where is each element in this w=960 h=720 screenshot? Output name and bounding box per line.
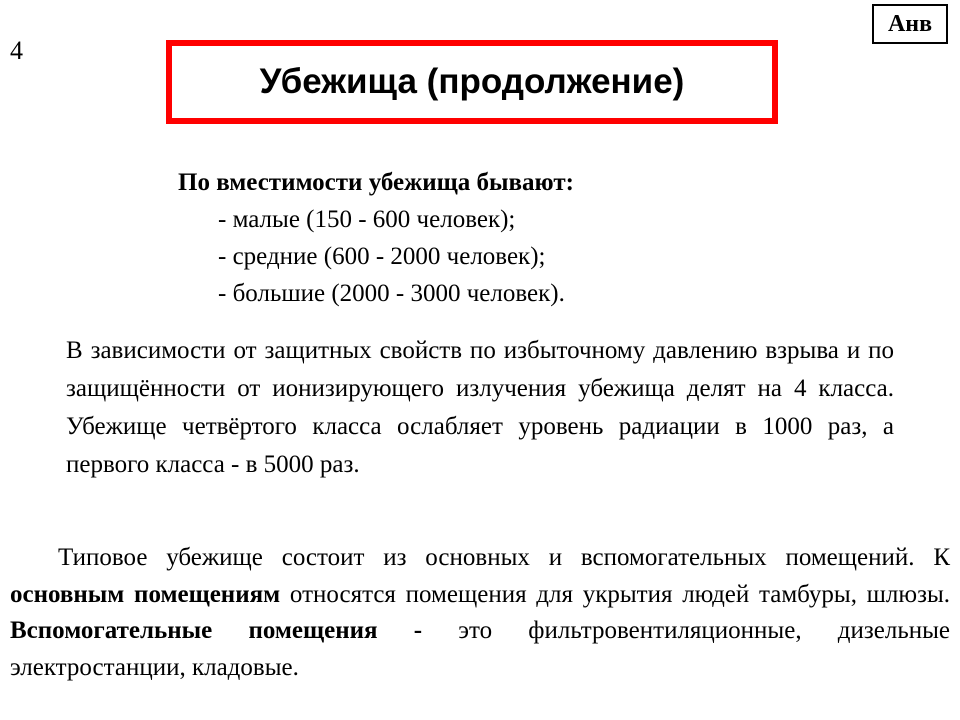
classes-paragraph: В зависимости от защитных свойств по избыточному давлению взрыва и по защищённости от ионизирующего излучения убежища делят на 4 класса. Убежище четвёртого класса ослабляет уровень радиации в 1000 раз, а первого класса - в 5000 раз. (66, 337, 894, 478)
capacity-item-small: - малые (150 - 600 человек); (218, 206, 516, 233)
slide-title: Убежища (продолжение) (259, 62, 685, 101)
main-rooms-term: основным помещениям (10, 580, 281, 608)
slide-number: 4 (10, 36, 23, 65)
capacity-heading: По вместимости убежища бывают: (178, 169, 574, 196)
auxiliary-rooms-term: Вспомогательные помещения - (10, 617, 423, 644)
rooms-text-3: это фильтровентиляционные, дизельные электростанции, кладовые. (10, 617, 950, 681)
title-box (166, 40, 778, 124)
rooms-paragraph (10, 540, 950, 686)
capacity-item-large: - большие (2000 - 3000 человек). (218, 280, 565, 307)
capacity-list (178, 164, 574, 312)
rooms-text-1: Типовое убежище состоит из основных и вспомогательных помещений. К (58, 544, 950, 571)
author-badge: Анв (872, 4, 948, 44)
capacity-item-medium: - средние (600 - 2000 человек); (218, 243, 546, 270)
rooms-text-2: относятся помещения для укрытия людей тамбуры, шлюзы. (280, 580, 951, 608)
